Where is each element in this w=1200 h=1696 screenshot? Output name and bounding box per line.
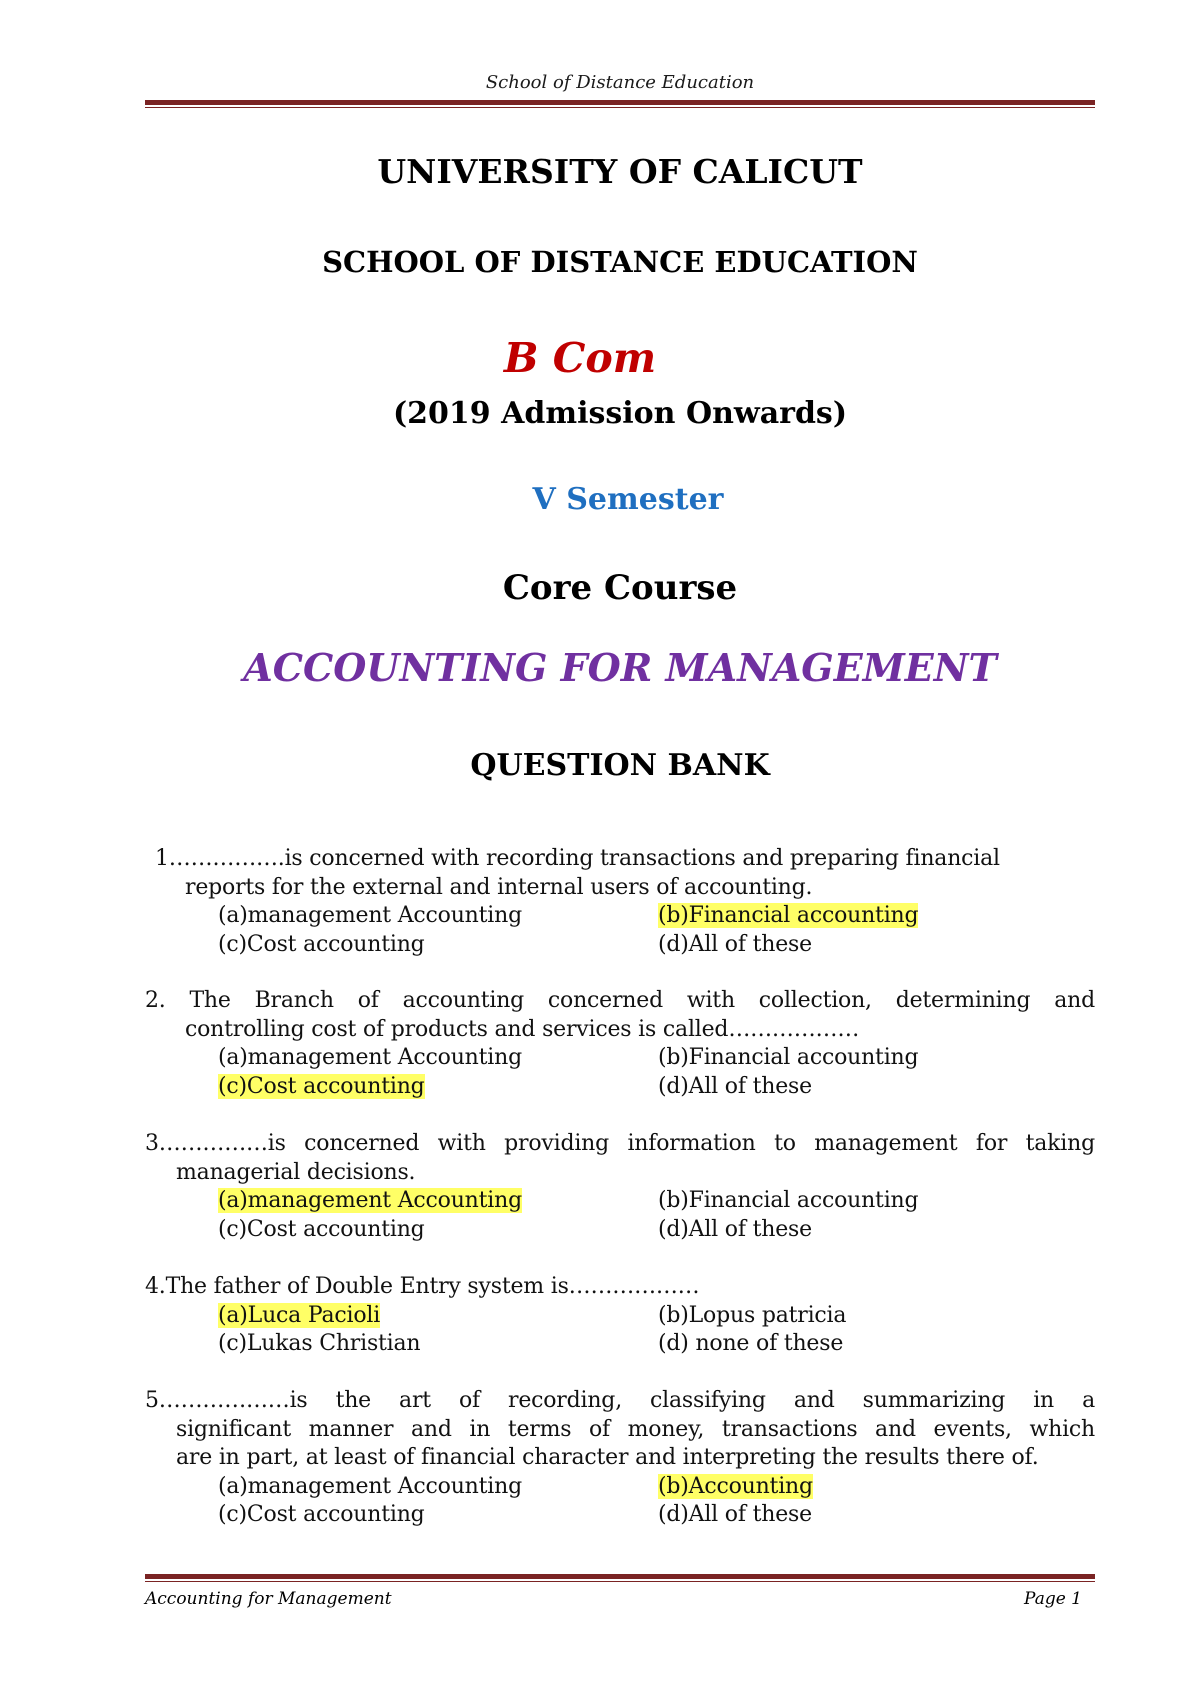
option-d xyxy=(658,1501,1098,1530)
university-title: UNIVERSITY OF CALICUT xyxy=(377,152,863,191)
options-grid xyxy=(145,902,1095,959)
option-text: (d)All of these xyxy=(658,1216,812,1242)
school-title: SCHOOL OF DISTANCE EDUCATION xyxy=(322,245,918,279)
option-c xyxy=(218,1330,658,1359)
option-text: (d)All of these xyxy=(658,1502,812,1527)
option-text: (b)Lopus patricia xyxy=(658,1302,847,1328)
core-course-label: Core Course xyxy=(502,568,738,608)
option-d xyxy=(658,1073,1098,1102)
option-c xyxy=(218,1073,658,1102)
option-a xyxy=(218,1044,658,1073)
semester-title: V Semester xyxy=(532,482,724,517)
question-5 xyxy=(145,1387,1095,1530)
option-text: (a)management Accounting xyxy=(218,1473,522,1499)
answer-highlight: (a)Luca Pacioli xyxy=(218,1302,381,1328)
footer-course-name: Accounting for Management xyxy=(145,1589,392,1609)
question-stem-cont: managerial decisions. xyxy=(176,1159,416,1185)
admission-note: (2019 Admission Onwards) xyxy=(392,396,848,431)
option-b xyxy=(658,1473,1098,1502)
option-a xyxy=(218,1187,658,1216)
question-stem: 1…………….is concerned with recording transactions and preparing financial xyxy=(155,846,1000,871)
question-1 xyxy=(145,845,1095,959)
answer-highlight: (b)Financial accounting xyxy=(658,903,919,928)
question-stem-cont: significant manner and in terms of money, transactions and events, which xyxy=(176,1416,1095,1442)
option-text: (b)Financial accounting xyxy=(658,1188,919,1213)
question-stem-cont: are in part, at least of financial character and interpreting the results there of. xyxy=(176,1445,1039,1470)
option-text: (c)Lukas Christian xyxy=(218,1331,421,1356)
question-bank-title: QUESTION BANK xyxy=(470,748,770,783)
question-4 xyxy=(145,1273,1095,1359)
options-grid xyxy=(145,1187,1095,1244)
option-d xyxy=(658,1216,1098,1245)
option-b xyxy=(658,1302,1098,1331)
course-title: ACCOUNTING FOR MANAGEMENT xyxy=(243,645,997,690)
question-stem: 5………………is the art of recording, classifying and summarizing in a xyxy=(145,1388,1095,1413)
option-b xyxy=(658,902,1098,931)
question-stem: 4.The father of Double Entry system is……………… xyxy=(145,1274,700,1299)
question-stem: 2. The Branch of accounting concerned with collection, determining and xyxy=(145,988,1095,1013)
question-stem-cont: reports for the external and internal users of accounting. xyxy=(185,874,813,900)
option-text: (d)All of these xyxy=(658,1073,812,1099)
option-d xyxy=(658,1330,1098,1359)
options-grid xyxy=(145,1044,1095,1101)
option-text: (c)Cost accounting xyxy=(218,1216,425,1242)
question-stem-cont: controlling cost of products and services is called……………… xyxy=(185,1016,860,1042)
header-rule xyxy=(145,100,1095,108)
option-text: (a)management Accounting xyxy=(218,1045,522,1070)
option-a xyxy=(218,902,658,931)
option-c xyxy=(218,1501,658,1530)
question-3 xyxy=(145,1130,1095,1244)
option-d xyxy=(658,931,1098,960)
options-grid xyxy=(145,1302,1095,1359)
option-a xyxy=(218,1302,658,1331)
option-text: (d) none of these xyxy=(658,1331,844,1356)
question-2 xyxy=(145,987,1095,1101)
question-stem: 3……………is concerned with providing information to management for taking xyxy=(145,1131,1095,1156)
option-text: (c)Cost accounting xyxy=(218,931,425,957)
options-grid xyxy=(145,1473,1095,1530)
option-b xyxy=(658,1187,1098,1216)
option-c xyxy=(218,931,658,960)
option-text: (b)Financial accounting xyxy=(658,1045,919,1070)
page-number: Page 1 xyxy=(1024,1589,1082,1609)
degree-title: B Com xyxy=(503,334,657,382)
option-c xyxy=(218,1216,658,1245)
answer-highlight: (c)Cost accounting xyxy=(218,1073,425,1099)
option-text: (d)All of these xyxy=(658,931,812,957)
option-text: (c)Cost accounting xyxy=(218,1502,425,1527)
running-header: School of Distance Education xyxy=(485,72,755,93)
option-b xyxy=(658,1044,1098,1073)
option-text: (a)management Accounting xyxy=(218,903,522,928)
footer-rule xyxy=(145,1574,1095,1582)
answer-highlight: (a)management Accounting xyxy=(218,1188,522,1213)
option-a xyxy=(218,1473,658,1502)
answer-highlight: (b)Accounting xyxy=(658,1473,813,1499)
